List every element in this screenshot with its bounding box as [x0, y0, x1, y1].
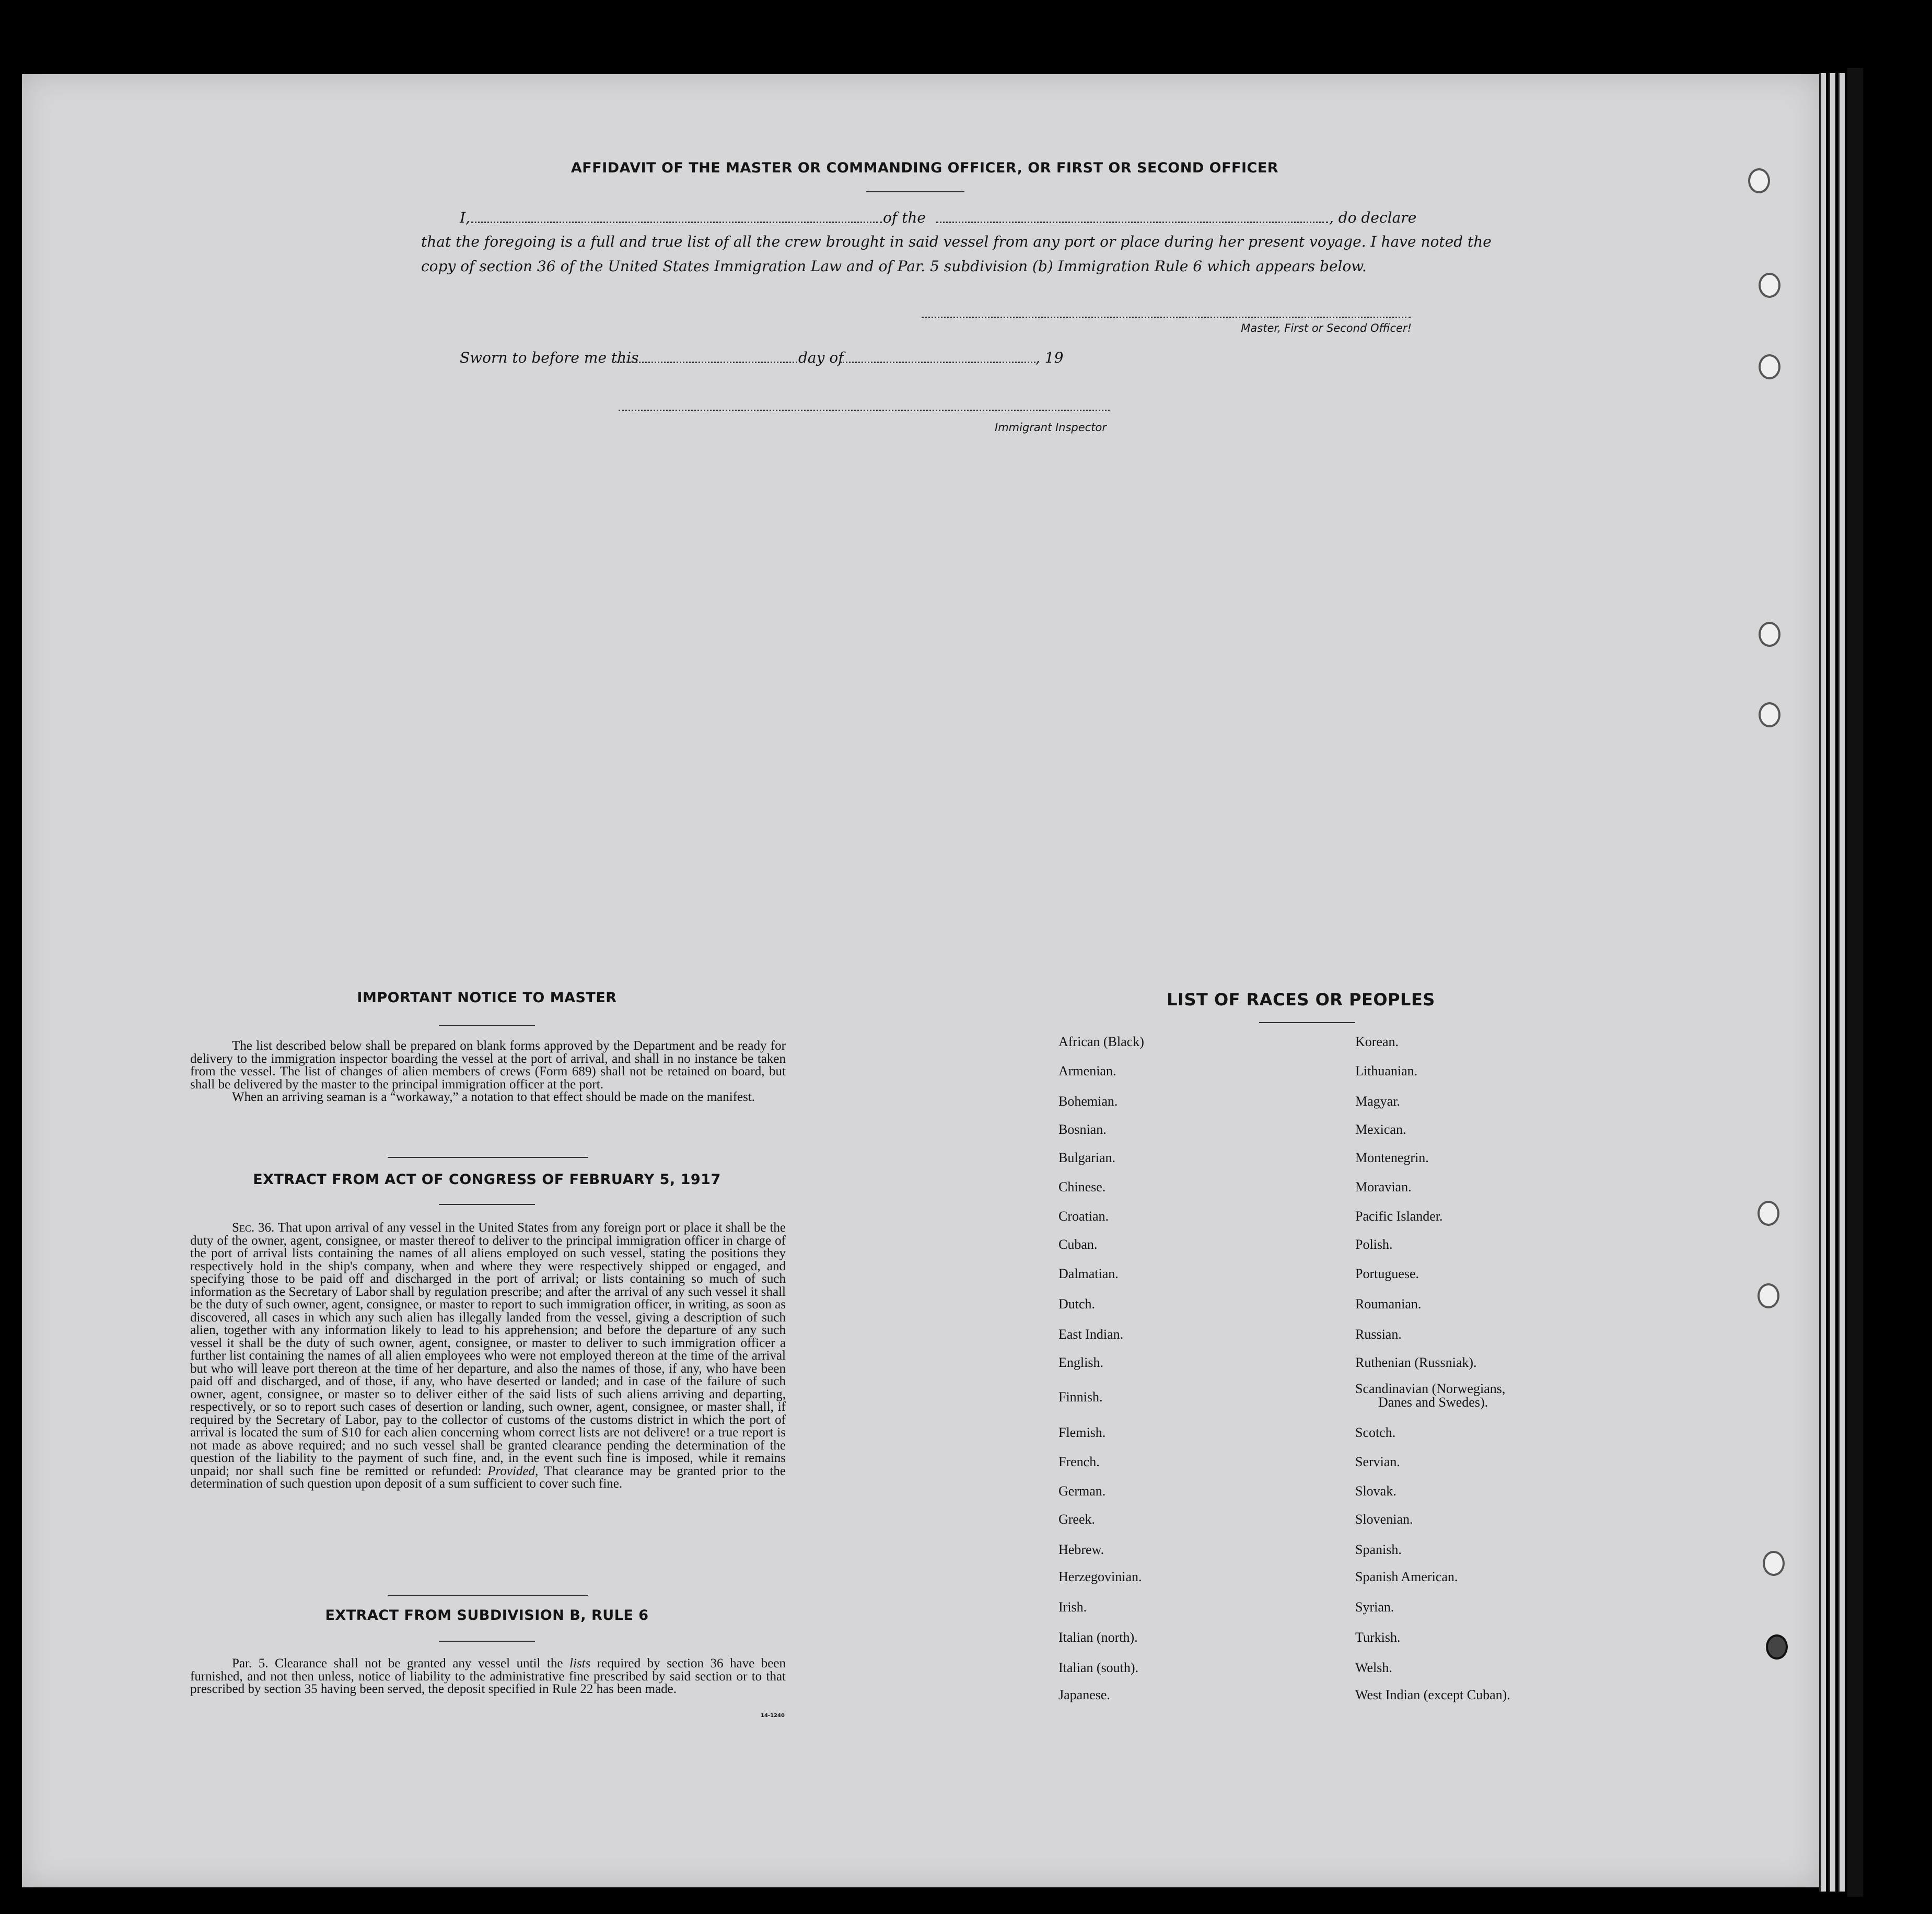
notice-paragraph: When an arriving seaman is a “workaway,” a notation to that effect should be made on the manifest.: [232, 1090, 755, 1104]
notice-title: IMPORTANT NOTICE TO MASTER: [357, 990, 617, 1006]
inspector-signature-field[interactable]: [619, 410, 1110, 411]
vessel-name-field[interactable]: [936, 222, 1328, 223]
race-item: French.: [1058, 1454, 1100, 1469]
notice-paragraph: The list described below shall be prepared on blank forms approved by the Department and be ready for delivery to the immigration inspector boarding the vessel at the port of arrival, and shall in no instance be taken from the vessel. The list of changes of alien members of crews (Form 689) shall not be retained on board, but shall be delivered by the master to the principal immigration officer at the port.: [190, 1039, 786, 1092]
race-item: Syrian.: [1355, 1599, 1394, 1615]
rule-text-end: required by section 36 have been furnished, and not then unless, notice of liability to the administrative fine prescribed by said section or to that prescribed by section 35 having been served, the deposit specified in Rule 22 has been made.: [190, 1656, 786, 1696]
punch-hole-icon: [1758, 1283, 1779, 1308]
sworn-label: Sworn to before me this: [460, 349, 639, 366]
race-item: Italian (south).: [1058, 1660, 1139, 1675]
affidavit-line-2: that the foregoing is a full and true list of all the crew brought in said vessel from any port or place during her present voyage. I have noted the: [421, 233, 1492, 250]
race-item: Moravian.: [1355, 1179, 1412, 1194]
rule-paragraph: [190, 1657, 786, 1696]
divider: [388, 1157, 588, 1158]
race-item: Italian (north).: [1058, 1630, 1138, 1645]
punch-hole-icon: [1759, 622, 1780, 647]
race-item: Bulgarian.: [1058, 1150, 1116, 1165]
race-item: Flemish.: [1058, 1425, 1106, 1440]
day-of-label: day of: [798, 349, 844, 366]
officer-signature-field[interactable]: [922, 317, 1411, 318]
race-item: Slovenian.: [1355, 1512, 1413, 1527]
race-item: Magyar.: [1355, 1094, 1400, 1109]
do-declare-label: , do declare: [1329, 209, 1417, 226]
lists-word: lists: [569, 1656, 591, 1671]
extract-rule-title: EXTRACT FROM SUBDIVISION B, RULE 6: [325, 1607, 649, 1623]
notice-body: [190, 1040, 786, 1104]
race-item: Scotch.: [1355, 1425, 1396, 1440]
race-item: Irish.: [1058, 1599, 1087, 1615]
race-item: Hebrew.: [1058, 1542, 1104, 1557]
extract-act-body: [190, 1222, 786, 1491]
race-item: Chinese.: [1058, 1179, 1106, 1194]
inspector-signature-caption: Immigrant Inspector: [995, 421, 1107, 434]
punch-hole-icon: [1748, 168, 1770, 193]
section-label: Sec. 36.: [232, 1221, 275, 1235]
races-title: LIST OF RACES OR PEOPLES: [1167, 990, 1435, 1010]
section-36-paragraph: [190, 1222, 786, 1491]
race-item: Spanish.: [1355, 1542, 1402, 1557]
binding-strip: [1847, 68, 1863, 1897]
affidavit-title: AFFIDAVIT OF THE MASTER OR COMMANDING OFFICER, OR FIRST OR SECOND OFFICER: [571, 160, 1279, 176]
race-item: German.: [1058, 1483, 1106, 1499]
page-edge: [1829, 73, 1835, 1892]
race-item: Bohemian.: [1058, 1094, 1118, 1109]
race-item: English.: [1058, 1355, 1103, 1370]
page-edge: [1819, 73, 1826, 1892]
divider: [866, 191, 964, 192]
year-label: , 19: [1035, 349, 1064, 366]
section-text: That upon arrival of any vessel in the United States from any foreign port or place it shall be the duty of the owner, agent, consignee, or master thereof to deliver to the principal immigration officer in charge of the port of arrival lists containing the names of all aliens employed on such vessel, stating the positions they respectively hold in the ship's company, when and where they were respectively shipped or engaged, and specifying those to be paid off and discharged in the port of arrival; or lists containing so much of such information as the Secretary of Labor shall by regulation prescribe; and after the arrival of any such vessel it shall be the duty of such owner, agent, consignee, or master to report to such immigration officer, in writing, as soon as discovered, all cases in which any such alien has illegally landed from the vessel, giving a description of such alien, together with any information likely to lead to his apprehension; and before the departure of any such vessel it shall be the duty of such owner, agent, consignee, or master to deliver to such immigration officer a further list containing the names of all alien employees who were not employed thereon at the time of the arrival but who will leave port thereon at the time of her departure, and also the names of those, if any, who have been paid off and discharged, and of those, if any, who have deserted or landed; and in case of the failure of such owner, agent, consignee, or master so to deliver either of the said lists of such aliens arriving and departing, respectively, or so to report such cases of desertion or landing, such owner, agent, consignee, or master shall, if required by the Secretary of Labor, pay to the collector of customs of the customs district in which the port of arrival is located the sum of $10 for each alien concerning whom correct lists are not delivere! or a true report is not made as above required; and no such vessel shall be granted clearance pending the determination of the question of the liability to the payment of such fine, and, in the event such fine is imposed, while it remains unpaid; nor shall such fine be remitted or refunded:: [190, 1221, 786, 1478]
race-item: Bosnian.: [1058, 1122, 1107, 1137]
divider: [439, 1641, 535, 1642]
page-edge: [1838, 73, 1845, 1892]
race-item: African (Black): [1058, 1034, 1144, 1049]
race-item: Herzegovinian.: [1058, 1569, 1142, 1584]
race-item: Russian.: [1355, 1327, 1402, 1342]
race-item: Dutch.: [1058, 1296, 1096, 1312]
declarant-name-field[interactable]: [471, 222, 882, 223]
punch-hole-icon: [1759, 273, 1780, 298]
punch-hole-icon: [1758, 1201, 1779, 1226]
provided-label: Provided,: [487, 1464, 539, 1478]
race-item: Armenian.: [1058, 1063, 1116, 1078]
affidavit-line-3: copy of section 36 of the United States Immigration Law and of Par. 5 subdivision (b) Immigration Rule 6 which appears below.: [421, 258, 1367, 275]
extract-rule-body: [190, 1657, 786, 1696]
rule-text: Par. 5. Clearance shall not be granted any vessel until the: [232, 1656, 563, 1671]
punch-hole-icon: [1766, 1634, 1788, 1660]
race-item: Lithuanian.: [1355, 1063, 1418, 1078]
divider: [439, 1025, 535, 1026]
divider: [439, 1204, 535, 1205]
race-item: Roumanian.: [1355, 1296, 1422, 1312]
race-item: Mexican.: [1355, 1122, 1406, 1137]
race-item: Greek.: [1058, 1512, 1096, 1527]
race-item: Korean.: [1355, 1034, 1399, 1049]
race-item: Pacific Islander.: [1355, 1209, 1443, 1224]
form-number: 14-1240: [761, 1713, 785, 1719]
section-text-end: That clearance may be granted prior to the determination of such question upon deposit of a sum sufficient to cover such fine.: [190, 1464, 786, 1491]
sworn-month-field[interactable]: [840, 362, 1035, 363]
punch-hole-icon: [1759, 702, 1780, 727]
punch-hole-icon: [1759, 354, 1780, 379]
race-item: Croatian.: [1058, 1209, 1109, 1224]
declarant-prefix: I,: [460, 209, 470, 226]
race-item: Scandinavian (Norwegians,: [1355, 1381, 1506, 1396]
race-item: East Indian.: [1058, 1327, 1124, 1342]
race-item-continued: Danes and Swedes).: [1378, 1395, 1488, 1410]
punch-hole-icon: [1763, 1551, 1785, 1576]
race-item: Finnish.: [1058, 1389, 1103, 1405]
race-item: West Indian (except Cuban).: [1355, 1687, 1510, 1702]
race-item: Ruthenian (Russniak).: [1355, 1355, 1477, 1370]
divider: [388, 1595, 588, 1596]
officer-signature-caption: Master, First or Second Officer!: [1241, 322, 1412, 334]
race-item: Welsh.: [1355, 1660, 1392, 1675]
race-item: Spanish American.: [1355, 1569, 1458, 1584]
race-item: Portuguese.: [1355, 1266, 1419, 1281]
race-item: Cuban.: [1058, 1237, 1098, 1252]
race-item: Turkish.: [1355, 1630, 1401, 1645]
race-item: Montenegrin.: [1355, 1150, 1429, 1165]
divider: [1259, 1022, 1355, 1023]
race-item: Slovak.: [1355, 1483, 1396, 1499]
race-item: Polish.: [1355, 1237, 1393, 1252]
race-item: Servian.: [1355, 1454, 1400, 1469]
race-item: Japanese.: [1058, 1687, 1110, 1702]
race-item: Dalmatian.: [1058, 1266, 1119, 1281]
sworn-day-field[interactable]: [616, 362, 797, 363]
of-the-label: of the: [883, 209, 926, 226]
extract-act-title: EXTRACT FROM ACT OF CONGRESS OF FEBRUARY 5, 1917: [253, 1171, 721, 1188]
